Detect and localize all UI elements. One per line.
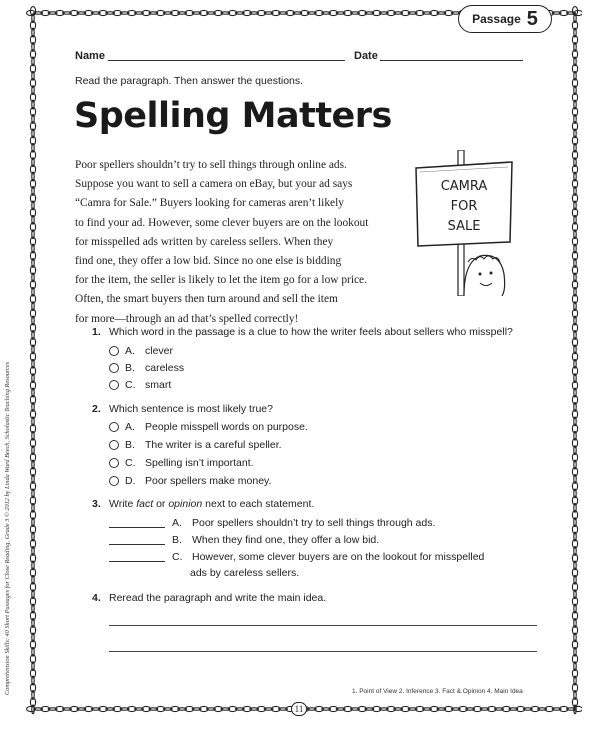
question-number: 3. [92, 498, 101, 510]
answer-blank[interactable] [109, 536, 165, 545]
option-text: The writer is a careful speller. [145, 439, 282, 451]
page-title: Spelling Matters [74, 96, 392, 136]
option-2b[interactable] [109, 439, 282, 451]
passage-line: find one, they offer a low bid. Since no one else is bidding [75, 255, 342, 268]
option-text: Spelling isn’t important. [145, 457, 254, 469]
question-text-part: next to each statement. [202, 498, 315, 510]
option-letter: C. [125, 457, 136, 469]
question-text-part: Write [109, 498, 137, 510]
passage-line: for misspelled ads written by careless sellers. When they [75, 235, 334, 248]
question-number: 4. [92, 592, 101, 604]
name-label: Name [75, 50, 105, 62]
main-idea-line-2[interactable] [109, 651, 537, 652]
option-text: People misspell words on purpose. [145, 421, 308, 433]
option-1b[interactable] [109, 362, 184, 374]
child-illustration [464, 255, 505, 296]
instructions: Read the paragraph. Then answer the questions. [75, 75, 304, 87]
option-text: smart [145, 379, 172, 391]
option-letter: A. [125, 345, 135, 357]
answer-blank[interactable] [109, 519, 165, 528]
question-text: Which sentence is most likely true? [109, 403, 273, 415]
statement-letter: C. [172, 551, 183, 563]
option-text: Poor spellers make money. [145, 475, 272, 487]
passage-label: Passage [472, 12, 521, 26]
passage-number: 5 [526, 7, 538, 30]
chain-border-left [26, 6, 40, 716]
option-2d[interactable] [109, 475, 271, 487]
name-field[interactable] [108, 60, 345, 61]
radio-circle[interactable] [109, 440, 119, 450]
option-text: clever [145, 345, 174, 357]
statement-letter: A. [172, 517, 182, 529]
statement-text: Poor spellers shouldn’t try to sell things through ads. [192, 517, 436, 529]
question-text: Reread the paragraph and write the main idea. [109, 592, 327, 604]
radio-circle[interactable] [109, 363, 119, 373]
passage-line: Often, the smart buyers then turn around and sell the item [75, 293, 338, 306]
fact-word: fact [136, 498, 154, 510]
main-idea-line-1[interactable] [109, 625, 537, 626]
statement-text: When they find one, they offer a low bid. [192, 534, 380, 546]
chain-border-right [568, 6, 582, 716]
question-text: Which word in the passage is a clue to how the writer feels about sellers who misspell? [109, 326, 513, 338]
option-text: careless [145, 362, 185, 374]
page-number: 11 [291, 702, 307, 716]
opinion-word: opinion [168, 498, 203, 510]
statement-letter: B. [172, 534, 182, 546]
passage-line: “Camra for Sale.” Buyers looking for cameras aren’t likely [75, 197, 344, 210]
option-1a[interactable] [109, 345, 173, 357]
passage-line: to find your ad. However, some clever buyers are on the lookout [75, 216, 369, 229]
option-1c[interactable] [109, 379, 171, 391]
sign-line-2: FOR [450, 199, 478, 214]
skills-footer: 1. Point of View 2. Inference 3. Fact & Opinion 4. Main Idea [352, 688, 523, 695]
option-2a[interactable] [109, 421, 308, 433]
statement-3a [109, 517, 435, 529]
date-label: Date [354, 50, 378, 62]
sign-line-3: SALE [447, 219, 481, 234]
radio-circle[interactable] [109, 422, 119, 432]
statement-3c [109, 551, 484, 563]
passage-line: for more—through an ad that’s spelled correctly! [75, 312, 299, 325]
radio-circle[interactable] [109, 476, 119, 486]
question-text-part: or [153, 498, 169, 510]
passage-line: Suppose you want to sell a camera on eBay, but your ad says [75, 178, 353, 191]
question-text [109, 498, 314, 510]
sign-line-1: CAMRA [440, 179, 488, 194]
option-letter: B. [125, 362, 135, 374]
question-number: 2. [92, 403, 101, 415]
option-letter: D. [125, 475, 136, 487]
option-2c[interactable] [109, 457, 254, 469]
radio-circle[interactable] [109, 380, 119, 390]
option-letter: B. [125, 439, 135, 451]
copyright-credit: Comprehension Skills: 40 Short Passages for Close Reading, Grade 3 © 2012 by Linda Ward Beech, Scholastic Teaching Resources [4, 361, 11, 695]
camra-for-sale-sign-illustration [408, 150, 520, 296]
statement-3b [109, 534, 379, 546]
passage-tab [458, 5, 552, 33]
radio-circle[interactable] [109, 346, 119, 356]
option-letter: C. [125, 379, 136, 391]
date-field[interactable] [380, 60, 523, 61]
statement-3c-continued: ads by careless sellers. [190, 567, 300, 579]
reading-passage [75, 156, 405, 329]
radio-circle[interactable] [109, 458, 119, 468]
answer-blank[interactable] [109, 553, 165, 562]
option-letter: A. [125, 421, 135, 433]
question-number: 1. [92, 326, 101, 338]
passage-line: Poor spellers shouldn’t try to sell things through online ads. [75, 159, 347, 171]
passage-line: for the item, the seller is likely to let the item go for a low price. [75, 274, 367, 287]
statement-text: However, some clever buyers are on the lookout for misspelled [192, 551, 485, 563]
